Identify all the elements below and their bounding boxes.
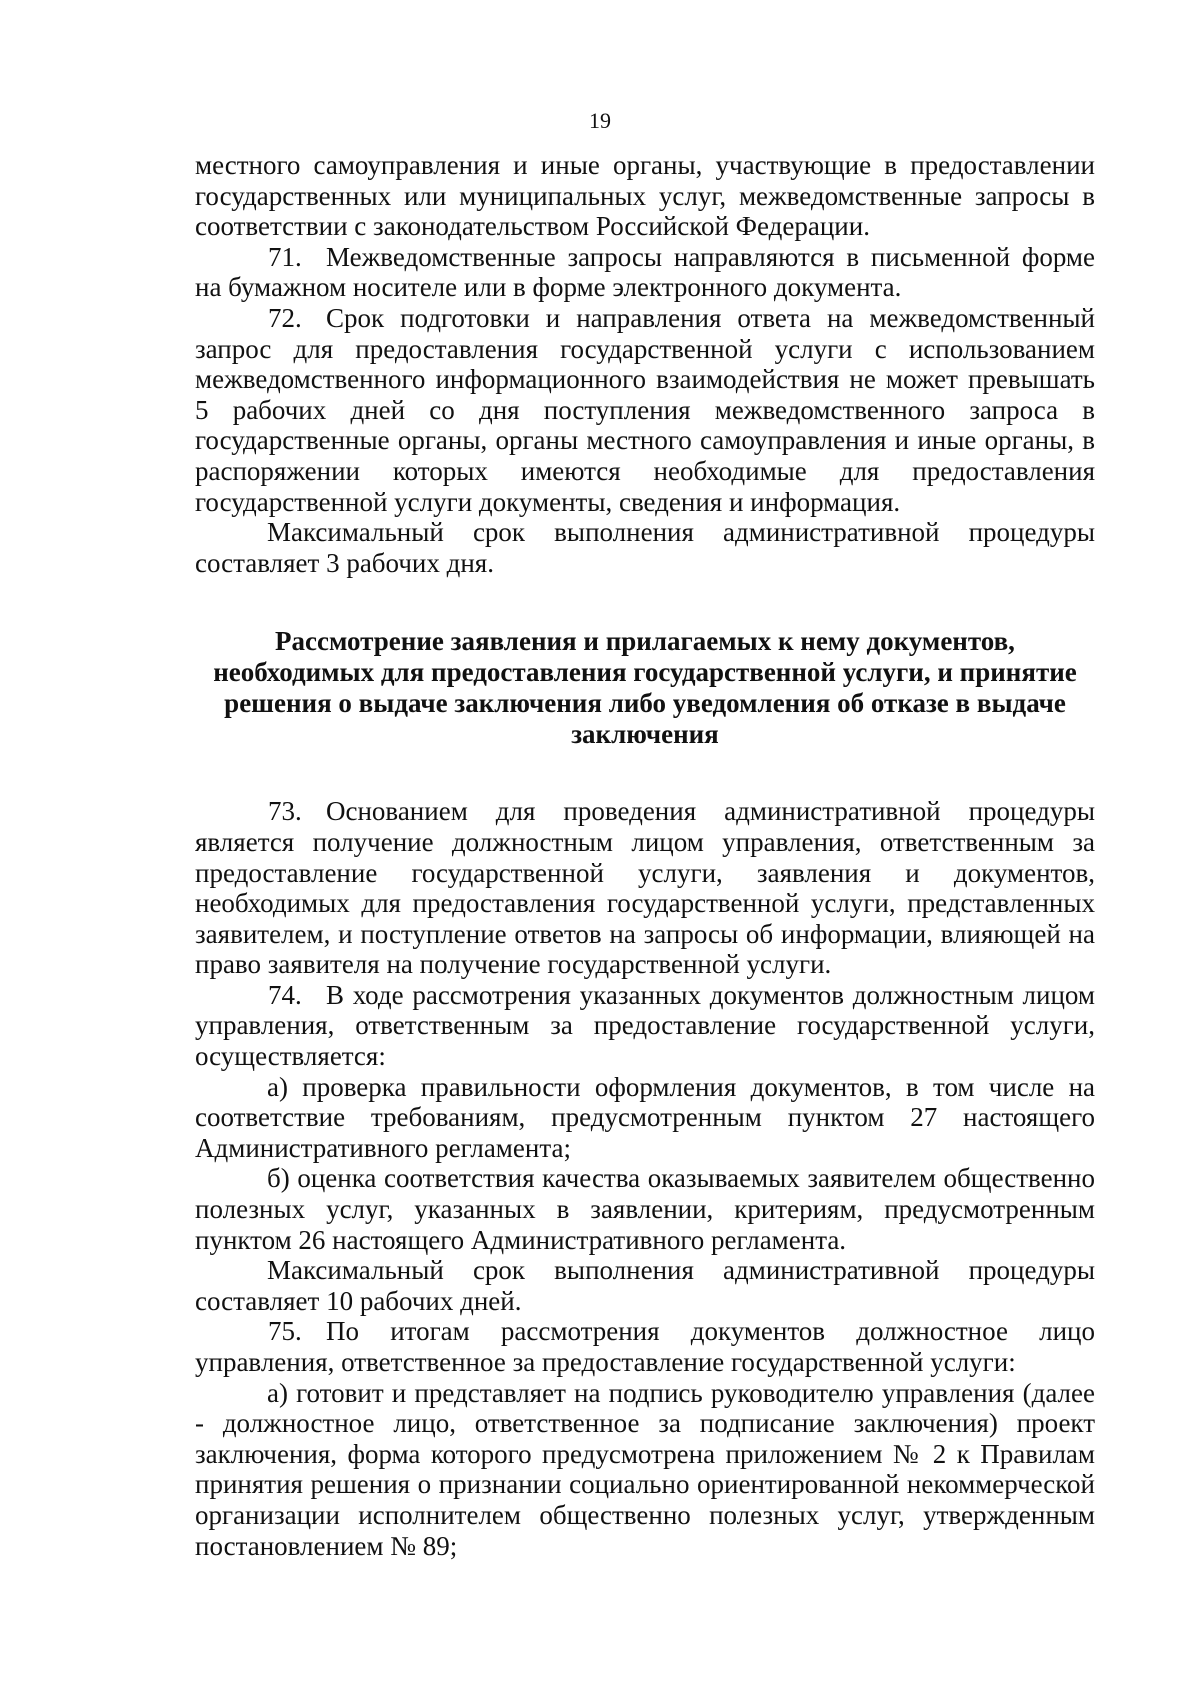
paragraph-73	[195, 796, 1095, 980]
paragraph-number: 75.	[268, 1316, 302, 1347]
paragraph-number: 73.	[268, 796, 302, 827]
paragraph-text: Срок подготовки и направления ответа на межведомственный запрос для предоставления государственной услуги с использованием межведомственного информационного взаимодействия не может превышать 5 рабочих дней со дня поступления межведомственного запроса в государственные органы, органы местного самоуправления и иные органы, в распоряжении которых имеются необходимые для предоставления государственной услуги документы, сведения и информация.	[195, 302, 1095, 517]
max-term-paragraph: Максимальный срок выполнения административной процедуры составляет 3 рабочих дня.	[195, 517, 1095, 578]
paragraph-number: 72.	[268, 302, 302, 333]
paragraph-72	[195, 303, 1095, 517]
max-term-paragraph: Максимальный срок выполнения административной процедуры составляет 10 рабочих дней.	[195, 1255, 1095, 1316]
paragraph-number: 71.	[268, 241, 302, 272]
list-item-a: а) проверка правильности оформления документов, в том числе на соответствие требованиям, предусмотренным пунктом 27 настоящего Административного регламента;	[195, 1071, 1095, 1163]
paragraph-text: Межведомственные запросы направляются в письменной форме на бумажном носителе или в форме электронного документа.	[195, 241, 1095, 303]
paragraph-75	[195, 1316, 1095, 1377]
paragraph-74	[195, 980, 1095, 1072]
page-number: 19	[589, 108, 611, 133]
paragraph-text: В ходе рассмотрения указанных документов должностным лицом управления, ответственным за предоставление государственной услуги, осуществляется:	[195, 979, 1095, 1072]
paragraph-text: Основанием для проведения административной процедуры является получение должностным лицом управления, ответственным за предоставление государственной услуги, заявления и документов, необходимых для предоставления государственной услуги, представленных заявителем, и поступление ответов на запросы об информации, влияющей на право заявителя на получение государственной услуги.	[195, 796, 1095, 980]
paragraph-number: 74.	[268, 979, 302, 1010]
paragraph-continuation: местного самоуправления и иные органы, участвующие в предоставлении государственных или муниципальных услуг, межведомственные запросы в соответствии с законодательством Российской Федерации.	[195, 150, 1095, 242]
paragraph-71	[195, 242, 1095, 303]
section-heading: Рассмотрение заявления и прилагаемых к нему документов, необходимых для предоставления государственной услуги, и принятие решения о выдаче заключения либо уведомления об отказе в выдаче заключения	[213, 626, 1077, 750]
list-item-a: а) готовит и представляет на подпись руководителю управления (далее - должностное лицо, ответственное за подписание заключения) проект заключения, форма которого предусмотрена приложением № 2 к Правилам принятия решения о признании социально ориентированной некоммерческой организации исполнителем общественно полезных услуг, утвержденным постановлением № 89;	[195, 1377, 1095, 1561]
document-body	[195, 150, 1095, 1561]
list-item-b: б) оценка соответствия качества оказываемых заявителем общественно полезных услуг, указанных в заявлении, критериям, предусмотренным пунктом 26 настоящего Административного регламента.	[195, 1163, 1095, 1255]
paragraph-text: По итогам рассмотрения документов должностное лицо управления, ответственное за предоставление государственной услуги:	[195, 1316, 1095, 1377]
